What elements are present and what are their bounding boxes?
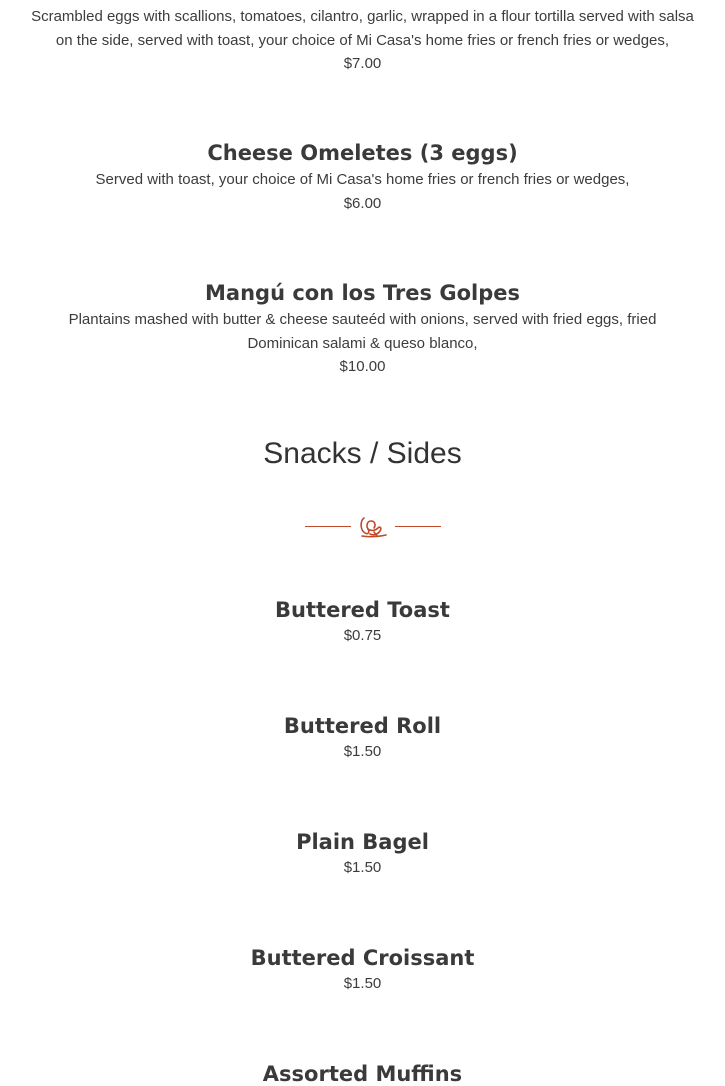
menu-item	[0, 828, 725, 880]
item-price: $1.50	[343, 743, 382, 760]
section-heading: Snacks / Sides	[263, 437, 462, 470]
item-title: Plain Bagel	[296, 830, 429, 854]
menu-item	[0, 139, 725, 215]
item-price: $6.00	[343, 194, 382, 212]
item-description: Scrambled eggs with scallions, tomatoes, cilantro, garlic, wrapped in a flour tortilla served with salsa on the side, served with toast, your choice of Mi Casa's home fries or french fries or wedges,	[31, 8, 694, 49]
chef-logo-icon	[361, 518, 386, 537]
item-price: $1.50	[343, 859, 382, 876]
item-title: Buttered Roll	[283, 714, 442, 738]
menu-item	[0, 944, 725, 996]
item-title: Cheese Omeletes (3 eggs)	[207, 141, 518, 165]
item-price: $10.00	[339, 358, 386, 375]
item-title: Buttered Croissant	[250, 946, 475, 970]
section-divider	[304, 512, 442, 542]
menu-item	[0, 596, 725, 648]
item-description: Served with toast, your choice of Mi Casa's home fries or french fries or wedges,	[95, 171, 630, 188]
menu-item	[0, 279, 725, 379]
menu-item	[0, 1060, 725, 1086]
item-title: Mangú con los Tres Golpes	[205, 281, 520, 305]
menu-item	[0, 5, 725, 76]
menu-item	[0, 712, 725, 764]
item-title: Assorted Muffins	[262, 1062, 463, 1086]
item-price: $7.00	[343, 55, 382, 72]
item-description: Plantains mashed with butter & cheese sauteéd with onions, served with fried eggs, fried Dominican salami & queso blanco,	[68, 311, 657, 352]
item-title: Buttered Toast	[275, 598, 450, 622]
item-price: $0.75	[343, 627, 382, 644]
item-price: $1.50	[343, 975, 382, 992]
